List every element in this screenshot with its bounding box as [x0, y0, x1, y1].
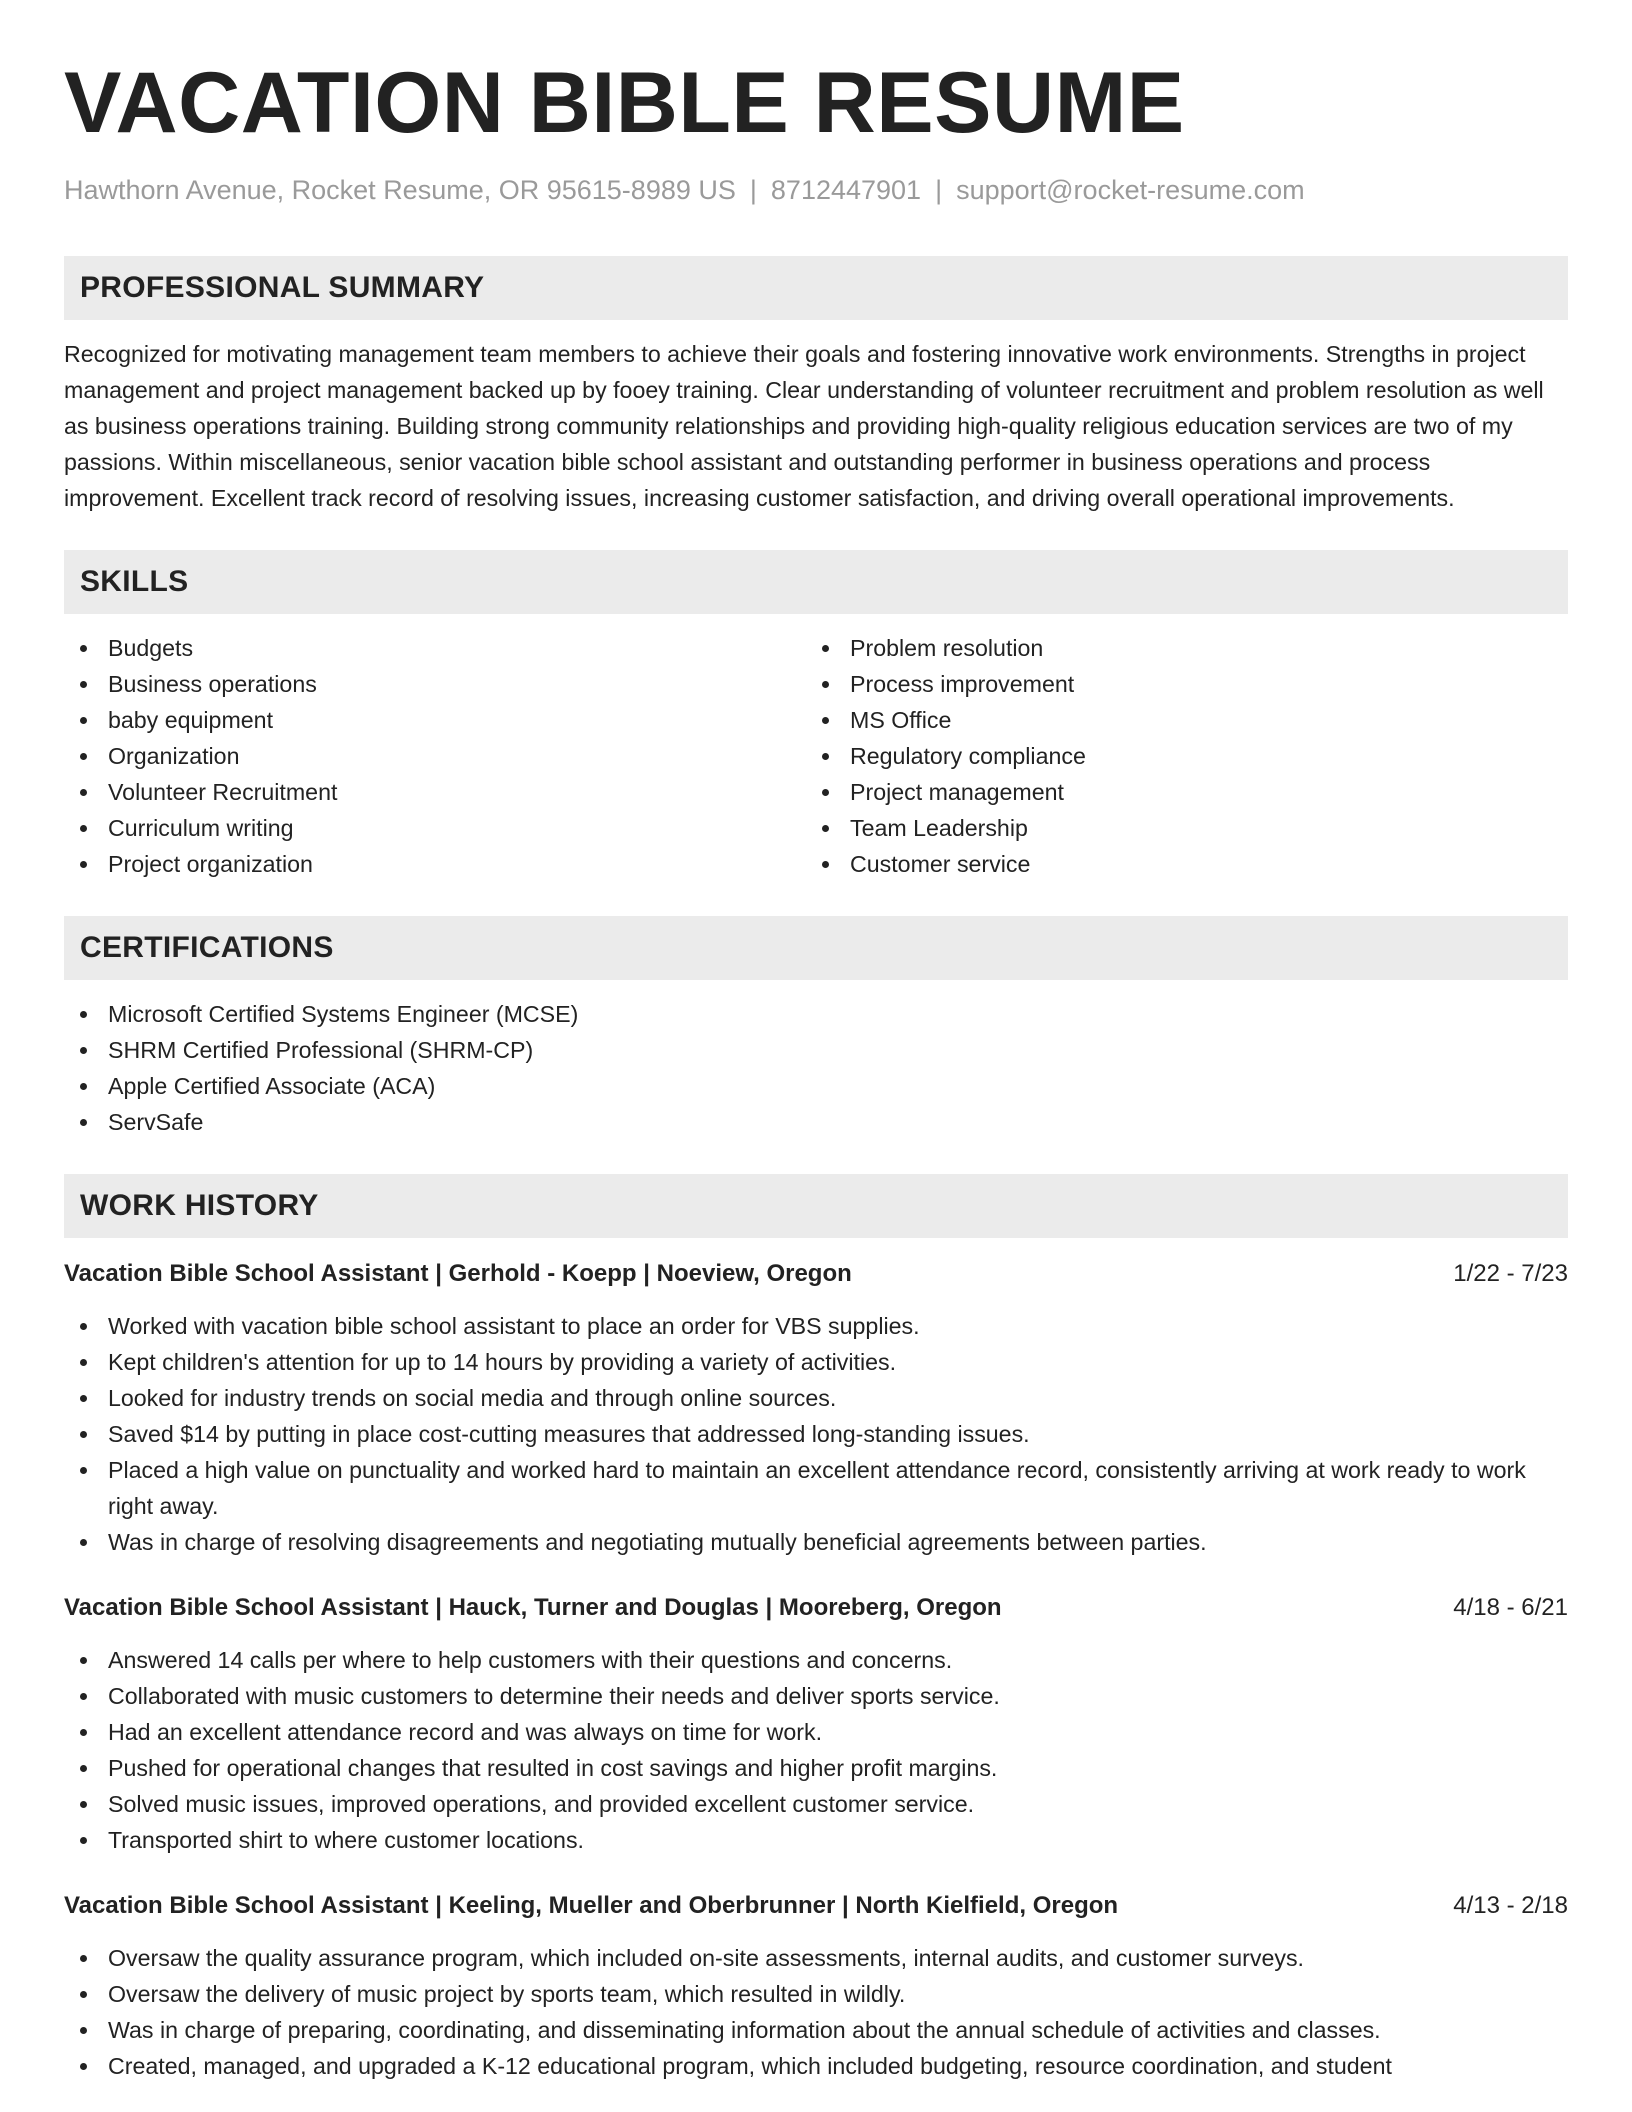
list-item: SHRM Certified Professional (SHRM-CP)	[64, 1032, 1568, 1068]
list-item: Curriculum writing	[64, 810, 806, 846]
list-item: Organization	[64, 738, 806, 774]
contact-separator: |	[935, 175, 943, 205]
list-item: Was in charge of preparing, coordinating, and disseminating information about the annual schedule of activities and classes.	[64, 2012, 1568, 2048]
list-item: Was in charge of resolving disagreements and negotiating mutually beneficial agreements between parties.	[64, 1524, 1568, 1560]
list-item: Process improvement	[806, 666, 1548, 702]
list-item: Volunteer Recruitment	[64, 774, 806, 810]
list-item: Worked with vacation bible school assistant to place an order for VBS supplies.	[64, 1308, 1568, 1344]
list-item: Created, managed, and upgraded a K-12 educational program, which included budgeting, resource coordination, and student	[64, 2048, 1568, 2084]
job-header	[64, 1890, 1568, 1922]
list-item: Apple Certified Associate (ACA)	[64, 1068, 1568, 1104]
skills-right-list	[806, 630, 1548, 882]
contact-email: support@rocket-resume.com	[956, 175, 1305, 205]
list-item: Project organization	[64, 846, 806, 882]
list-item: Kept children's attention for up to 14 hours by providing a variety of activities.	[64, 1344, 1568, 1380]
list-item: Problem resolution	[806, 630, 1548, 666]
work-history-heading: WORK HISTORY	[64, 1174, 1568, 1238]
job-bullets	[64, 1308, 1568, 1560]
job-title: Vacation Bible School Assistant | Hauck, Turner and Douglas | Mooreberg, Oregon	[64, 1594, 1002, 1622]
list-item: Oversaw the quality assurance program, which included on-site assessments, internal audits, and customer surveys.	[64, 1940, 1568, 1976]
contact-separator: |	[749, 175, 757, 205]
job-header	[64, 1592, 1568, 1624]
list-item: Budgets	[64, 630, 806, 666]
list-item: Collaborated with music customers to determine their needs and deliver sports service.	[64, 1678, 1568, 1714]
job-entry	[64, 1592, 1568, 1858]
skills-columns	[64, 614, 1568, 882]
contact-address: Hawthorn Avenue, Rocket Resume, OR 95615-8989 US	[64, 175, 736, 205]
list-item: Microsoft Certified Systems Engineer (MCSE)	[64, 996, 1568, 1032]
list-item: ServSafe	[64, 1104, 1568, 1140]
list-item: Business operations	[64, 666, 806, 702]
job-entry	[64, 1890, 1568, 2084]
job-bullets	[64, 1642, 1568, 1858]
skills-heading: SKILLS	[64, 550, 1568, 614]
list-item: Looked for industry trends on social media and through online sources.	[64, 1380, 1568, 1416]
list-item: Solved music issues, improved operations, and provided excellent customer service.	[64, 1786, 1568, 1822]
contact-phone: 8712447901	[770, 175, 922, 205]
list-item: Project management	[806, 774, 1548, 810]
job-dates: 1/22 - 7/23	[1453, 1260, 1568, 1288]
job-title: Vacation Bible School Assistant | Gerhold - Koepp | Noeview, Oregon	[64, 1260, 852, 1288]
job-bullets	[64, 1940, 1568, 2084]
list-item: MS Office	[806, 702, 1548, 738]
list-item: Team Leadership	[806, 810, 1548, 846]
summary-text: Recognized for motivating management team members to achieve their goals and fostering innovative work environments. Strengths in project management and project management backed up by fooey training. Clear understanding of volunteer recruitment and problem resolution as well as business operations training. Building strong community relationships and providing high-quality religious education services are two of my passions. Within miscellaneous, senior vacation bible school assistant and outstanding performer in business operations and process improvement. Excellent track record of resolving issues, increasing customer satisfaction, and driving overall operational improvements.	[64, 341, 1544, 512]
list-item: Had an excellent attendance record and was always on time for work.	[64, 1714, 1568, 1750]
skills-left-list	[64, 630, 806, 882]
list-item: baby equipment	[64, 702, 806, 738]
certifications-heading: CERTIFICATIONS	[64, 916, 1568, 980]
summary-heading: PROFESSIONAL SUMMARY	[64, 256, 1568, 320]
job-dates: 4/13 - 2/18	[1453, 1892, 1568, 1920]
resume-title: VACATION BIBLE RESUME	[64, 55, 1185, 151]
job-title: Vacation Bible School Assistant | Keeling, Mueller and Oberbrunner | North Kielfield, Oregon	[64, 1892, 1119, 1920]
job-header	[64, 1258, 1568, 1290]
job-dates: 4/18 - 6/21	[1453, 1594, 1568, 1622]
list-item: Placed a high value on punctuality and worked hard to maintain an excellent attendance record, consistently arriving at work ready to work right away.	[64, 1452, 1568, 1524]
certifications-list	[64, 996, 1568, 1140]
list-item: Answered 14 calls per where to help customers with their questions and concerns.	[64, 1642, 1568, 1678]
list-item: Customer service	[806, 846, 1548, 882]
list-item: Regulatory compliance	[806, 738, 1548, 774]
list-item: Oversaw the delivery of music project by sports team, which resulted in wildly.	[64, 1976, 1568, 2012]
list-item: Saved $14 by putting in place cost-cutting measures that addressed long-standing issues.	[64, 1416, 1568, 1452]
list-item: Transported shirt to where customer locations.	[64, 1822, 1568, 1858]
job-entry	[64, 1258, 1568, 1560]
list-item: Pushed for operational changes that resulted in cost savings and higher profit margins.	[64, 1750, 1568, 1786]
contact-line	[64, 174, 1568, 206]
